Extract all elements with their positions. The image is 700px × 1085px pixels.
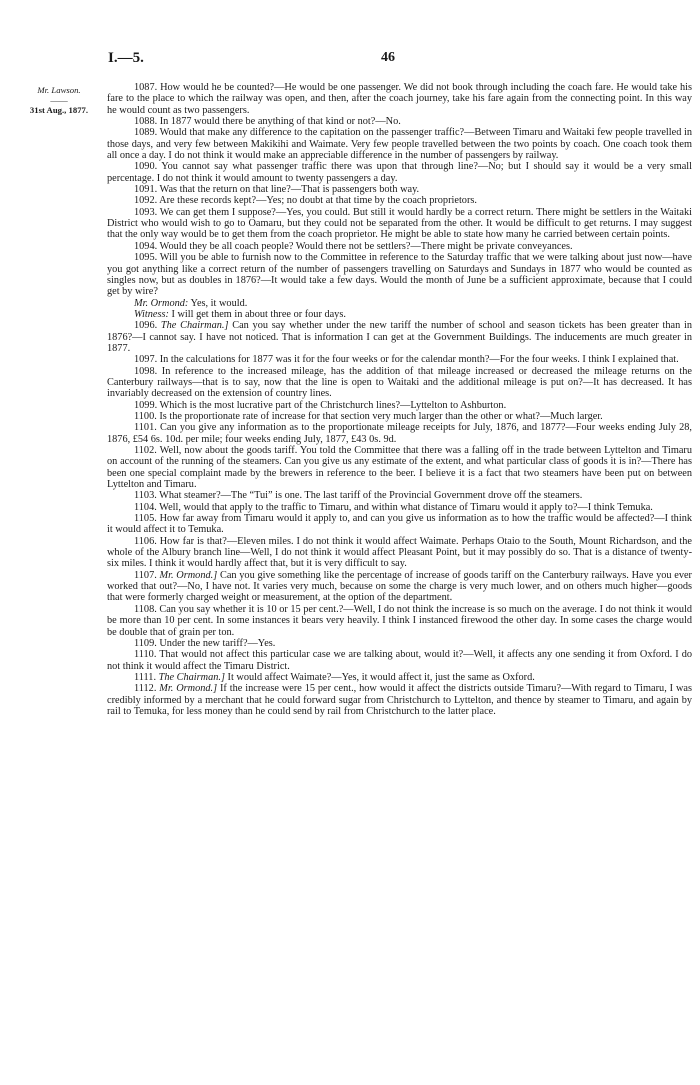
paragraph-text: 1110. That would not affect this particular case we are talking about, would it?—Well, it affects any one sending it from Oxford. I do not think it would affect the Timaru District. <box>107 649 692 672</box>
paragraph-text: 1101. Can you give any information as to the proportionate mileage receipts for July, 1876, and 1877?—Four weeks ending July 28, 1876, £54 6s. 10d. per mile; four weeks ending July, 1877, £43 0s. 9d. <box>107 422 692 445</box>
question-paragraph <box>107 298 692 309</box>
paragraph-text: 1102. Well, now about the goods tariff. You told the Committee that there was a falling off in the trade between Lyttelton and Timaru on account of the running of the steamers. Can you give us any estimate of the extent, and what particular class of goods it is in?—There has been one special complaint made by the brewers in reference to the beer. I believe it is a fact that two steamers have been put on between Lyttelton and Timaru. <box>107 445 692 491</box>
margin-speaker: Mr. Lawson. <box>37 85 81 95</box>
paragraph-text: 1106. How far is that?—Eleven miles. I do not think it would affect Waimate. Perhaps Otaio to the South, Mount Richardson, and the whole of the Albury branch line—Well, I do not think it would affect Pleasant Point, but it may possibly do so. That is a distance of twenty-six miles. I think it would hardly affect that, but it is very difficult to say. <box>107 535 692 570</box>
paragraph-text: 1090. You cannot say what passenger traffic there was upon that through line?—No; but I should say it would be a very small percentage. I do not think it would amount to twenty passengers a day. <box>107 161 692 184</box>
question-paragraph <box>107 672 692 683</box>
paragraph-text: 1097. In the calculations for 1877 was it for the four weeks or for the calendar month?—For the four weeks. I think I explained that. <box>134 354 679 366</box>
speaker-label: Mr. Ormond: <box>134 297 189 309</box>
paragraph-text: 1093. We can get them I suppose?—Yes, you could. But still it would hardly be a correct return. There might be settlers in the Waitaki District who would wish to go to Oamaru, but they could not be separated from the other. It would be difficult to get returns. I may suggest that the only way would be to get them from the coach proprietor. He might be able to state how many he carried between certain points. <box>107 206 692 241</box>
question-paragraph <box>107 195 692 206</box>
document-body <box>107 82 692 717</box>
margin-note <box>18 85 100 115</box>
margin-dash: —— <box>50 95 68 105</box>
paragraph-text: 1111. <box>134 671 159 683</box>
question-paragraph <box>107 638 692 649</box>
question-paragraph <box>107 366 692 400</box>
paragraph-text: 1104. Well, would that apply to the traffic to Timaru, and within what distance of Timaru would it apply to?—I think Temuka. <box>134 501 653 513</box>
paragraph-text: 1095. Will you be able to furnish now to the Committee in reference to the Saturday traffic that we were talking about just now—have you got anything like a correct return of the number of passengers travelling on Saturdays and Sundays in 1877 who would be counted as singles now, but as doubles in 1876?—It would take a few days. Would the month of June be a sufficient approximate, because that I could get by wire? <box>107 252 692 298</box>
question-paragraph <box>107 241 692 252</box>
question-paragraph <box>107 422 692 445</box>
paragraph-text: 1094. Would they be all coach people? Would there not be settlers?—There might be private conveyances. <box>134 240 573 252</box>
question-paragraph <box>107 82 692 116</box>
paragraph-text: 1098. In reference to the increased mileage, has the addition of that mileage increased or decreased the mileage returns on the Canterbury railways—that is to say, now that the line is open to Waitaki and the additional mileage is put on?—It has decreased. It has invariably decreased on the extension of country lines. <box>107 365 692 400</box>
question-paragraph <box>107 445 692 490</box>
paragraph-text: 1092. Are these records kept?—Yes; no doubt at that time by the coach proprietors. <box>134 195 477 207</box>
paragraph-text: Can you say whether under the new tariff the number of school and season tickets has been greater than in 1876?—I cannot say. I have not noticed. That is information I can get at the Government Buildings. The inducements are much greater in 1877. <box>107 320 692 354</box>
question-paragraph <box>107 252 692 297</box>
question-paragraph <box>107 354 692 365</box>
paragraph-text: I will get them in about three or four days. <box>168 308 346 320</box>
paragraph-text: 1089. Would that make any difference to the capitation on the passenger traffic?—Between Timaru and Waitaki few people travelled in those days, and very few between Makikihi and Waimate. Very few people travelled between the two points by coach. One coach took them all once a day. I do not think it would make an appreciable difference in the number of passengers by railway. <box>107 127 692 162</box>
document-reference: I.—5. <box>108 50 144 66</box>
paragraph-text: 1108. Can you say whether it is 10 or 15 per cent.?—Well, I do not think the increase is so much on the average. I do not think it would be more than 10 per cent. In some instances it bears very heavily. I think I instanced firewood the other day. In some cases the charge would be double that of grain per ton. <box>107 603 692 638</box>
speaker-label: The Chairman.] <box>158 671 225 683</box>
paragraph-text: 1087. How would he be counted?—He would be one passenger. We did not book through including the coach fare. He would take his fare to the place to which the railway was open, and then, after the coach journey, take his fare again from the connecting point. In this way he would count as two passengers. <box>107 82 692 116</box>
paragraph-text: 1105. How far away from Timaru would it apply to, and can you give us information as to how the traffic would be affected?—I think it would affect it to Temuka. <box>107 513 692 536</box>
paragraph-text: It would affect Waimate?—Yes, it would affect it, just the same as Oxford. <box>224 671 535 683</box>
question-paragraph <box>107 683 692 717</box>
page-header <box>108 50 668 70</box>
paragraph-text: If the increase were 15 per cent., how would it affect the districts outside Timaru?—With regard to Timaru, I was credibly informed by a merchant that he could forward sugar from Christchurch to Lyttelton, and thence by steamer to Timaru, and again by rail to Temuka, for less money than he could send by rail from Christchurch to the latter place. <box>107 683 692 717</box>
question-paragraph <box>107 184 692 195</box>
paragraph-text: 1107. <box>134 569 160 581</box>
question-paragraph <box>107 116 692 127</box>
question-paragraph <box>107 490 692 501</box>
paragraph-text: 1103. What steamer?—The “Tui” is one. The last tariff of the Provincial Government drove off the steamers. <box>134 490 583 502</box>
paragraph-text: 1096. <box>134 320 161 332</box>
page-number: 46 <box>381 50 395 65</box>
paragraph-text: 1109. Under the new tariff?—Yes. <box>134 637 276 649</box>
speaker-label: Mr. Ormond.] <box>159 683 218 695</box>
paragraph-text: 1099. Which is the most lucrative part of the Christchurch lines?—Lyttelton to Ashburton. <box>134 399 507 411</box>
question-paragraph <box>107 411 692 422</box>
paragraph-text: 1112. <box>134 683 160 695</box>
paragraph-text: 1091. Was that the return on that line?—That is passengers both way. <box>134 184 420 196</box>
speaker-label: Witness: <box>134 308 169 320</box>
question-paragraph <box>107 502 692 513</box>
question-paragraph <box>107 207 692 241</box>
question-paragraph <box>107 127 692 161</box>
paragraph-text: Yes, it would. <box>188 297 248 309</box>
speaker-label: The Chairman.] <box>160 320 229 332</box>
question-paragraph <box>107 604 692 638</box>
question-paragraph <box>107 320 692 354</box>
margin-date: 31st Aug., 1877. <box>29 105 89 115</box>
question-paragraph <box>107 309 692 320</box>
question-paragraph <box>107 536 692 570</box>
question-paragraph <box>107 570 692 604</box>
speaker-label: Mr. Ormond.] <box>159 569 218 581</box>
paragraph-text: 1088. In 1877 would there be anything of that kind or not?—No. <box>134 116 401 128</box>
question-paragraph <box>107 649 692 672</box>
question-paragraph <box>107 513 692 536</box>
paragraph-text: 1100. Is the proportionate rate of increase for that section very much larger than the other or what?—Much larger. <box>134 410 603 422</box>
question-paragraph <box>107 161 692 184</box>
paragraph-text: Can you give something like the percentage of increase of goods tariff on the Canterbury railways. Have you ever worked that out?—No, I have not. It varies very much, because on some the charge is very much lower, and on others much higher—goods that were formerly charged weight or measurement, at the option of the department. <box>107 569 692 604</box>
question-paragraph <box>107 400 692 411</box>
